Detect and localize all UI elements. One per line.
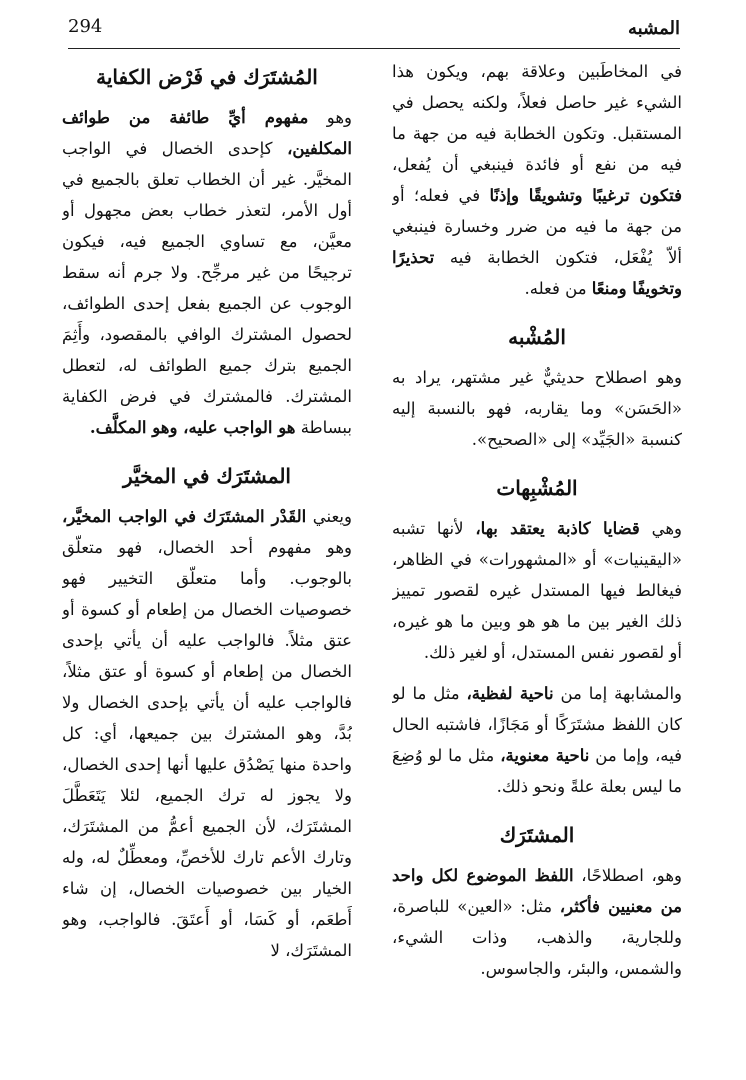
bold-run: مفهوم أيِّ طائفة من طوائف المكلفين، [62, 108, 352, 158]
text-run: في المخاطَبين وعلاقة بهم، ويكون هذا الشيء غير حاصل فعلاً، ولكنه يحصل في المستقبل. وتكون الخطابة فيه من جهة ما فيه من نفع أو فائدة فينبغي أن يُفعل، [392, 62, 682, 174]
text-run: من فعله. [524, 279, 592, 298]
bold-run: هو الواجب عليه، وهو المكلَّف. [89, 418, 296, 437]
text-run: والمشابهة إما من [553, 684, 682, 703]
text-run: لأنها تشبه «اليقينيات» أو «المشهورات» في الظاهر، فيغالط فيها المستدل غيره لقصور تمييز ذلك الغير بين ما هو هو وبين ما هو غيره، أو لقصور نفس المستدل، أو لغير ذلك. [392, 519, 682, 662]
paragraph [392, 860, 682, 984]
text-run: وهو [308, 108, 352, 127]
bold-run: تحذيرًا وتخويفًا ومنعًا [392, 248, 682, 298]
text-run: وهو اصطلاح حديثيٌّ غير مشتهر، يراد به «الحَسَن» وما يقاربه، فهو بالنسبة إليه كنسبة «الجَيِّد» إلى «الصحيح». [392, 368, 682, 449]
text-run: وهو مفهوم أحد الخصال، فهو متعلّق بالوجوب. وأما متعلّق التخيير فهو خصوصيات الخصال من إطعام أو كسوة أو عتق مثلاً. فالواجب عليه أن يأتي بإحدى الخصال من إطعام أو كسوة أو عتق مثلاً، فالواجب عليه أن يأتي بإحدى الخصال ولا بُدَّ، وهو المشترك بين جميعها، أي: كل واحدة منها يَصْدُق عليها أنها إحدى الخصال، ولا يجوز له ترك الجميع، لئلا يَتَعَطَّلَ المشتَرَك، لأن الجميع أعمُّ من المشتَرَك، وتارك الأعم تارك للأخصِّ، ومعطِّلٌ له، وله الخيار بين خصوصيات الخصال، إن شاء أَطعَم، أو كَسَا، أو أَعتَقَ. فالواجب، وهو المشتَرَك، لا [62, 538, 352, 960]
text-run: مثل ما لو كان اللفظ مشتَرَكًا أو مَجَازًا، فاشتبه الحال فيه، وإما من [392, 684, 682, 765]
text-run: كإحدى الخصال في الواجب المخيَّر. غير أن الخطاب تعلق بالجميع في أول الأمر، لتعذر خطاب بعض مجهول أو معيَّن، مع تساوي الجميع فيه، فيكون ترجيحًا من غير مرجِّح. ولا جرم أنه سقط الوجوب عن الجميع بفعل إحدى الطوائف، لحصول المشترك الوافي بالمقصود، وأَثِمَ الجميع بترك جميع الطوائف له، لتعطل المشترك. فالمشترك في فرض الكفاية ببساطة [62, 139, 352, 437]
paragraph [62, 501, 352, 966]
text-run: في فعله؛ أو من جهة ما فيه من ضرر وخسارة فينبغي ألاّ يُفْعَل، فتكون الخطابة فيه [392, 186, 682, 267]
page-number: 294 [68, 16, 103, 37]
page-header [68, 14, 680, 49]
section-heading: المُشْبِهات [496, 476, 578, 500]
bold-run: القَدْر المشتَرَك في الواجب المخيَّر، [62, 507, 307, 526]
left-column [62, 56, 352, 1066]
paragraph [62, 102, 352, 443]
paragraph [392, 56, 682, 304]
bold-run: اللفظ الموضوع لكل واحد من معنيين فأكثر، [392, 866, 682, 916]
text-run: وهو، اصطلاحًا، [573, 866, 682, 885]
section-heading: المُشْبه [508, 325, 566, 349]
paragraph [392, 678, 682, 802]
bold-run: ناحية لفظية، [466, 684, 554, 703]
bold-run: ناحية معنوية، [500, 746, 590, 765]
right-column [392, 56, 682, 1066]
section-heading: المُشتَرَك في فَرْض الكفاية [96, 65, 318, 89]
section-heading: المشتَرَك في المخيَّر [123, 464, 291, 488]
text-run: مثل: «العين» للباصرة، وللجارية، والذهب، وذات الشيء، والشمس، والبئر، والجاسوس. [392, 897, 682, 978]
text-run: وهي [639, 519, 682, 538]
paragraph [392, 513, 682, 668]
section-heading: المشتَرَك [499, 823, 575, 847]
paragraph [392, 362, 682, 455]
bold-run: قضايا كاذبة يعتقد بها، [475, 519, 640, 538]
text-run: ويعني [306, 507, 352, 526]
bold-run: فتكون ترغيبًا وتشويقًا وإذنًا [489, 186, 682, 205]
running-title: المشبه [627, 18, 680, 39]
text-run: مثل ما لو وُضِعَ ما ليس بعلة علةً ونحو ذلك. [392, 746, 682, 796]
